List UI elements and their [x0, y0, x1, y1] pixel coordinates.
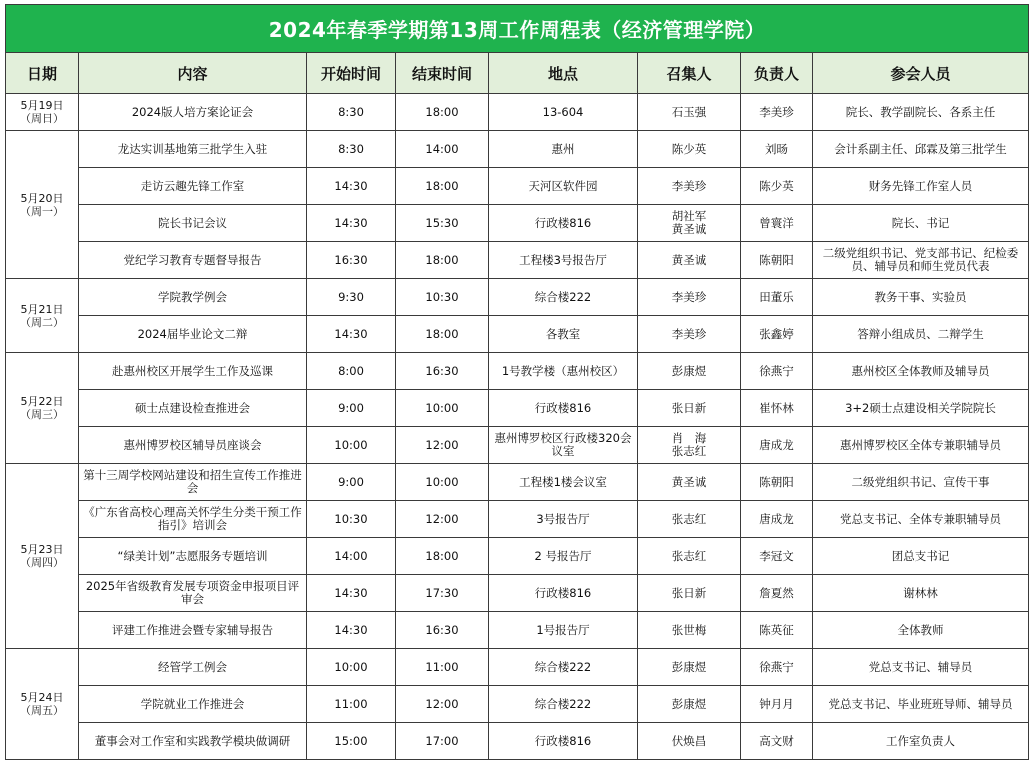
weekday-label: （周日） — [20, 112, 64, 125]
end-time-cell[interactable]: 14:00 — [396, 131, 489, 168]
attendees-cell[interactable]: 党总支书记、辅导员 — [813, 649, 1029, 686]
owner-cell[interactable]: 钟月月 — [741, 686, 813, 723]
end-time-cell[interactable]: 10:30 — [396, 279, 489, 316]
convener-cell[interactable]: 黄圣诚 — [638, 242, 741, 279]
start-time-cell[interactable]: 11:00 — [307, 686, 396, 723]
weekday-label: （周三） — [20, 408, 64, 421]
end-time-cell[interactable]: 16:30 — [396, 612, 489, 649]
convener-cell[interactable]: 肖 海 张志红 — [638, 427, 741, 464]
content-cell[interactable]: 第十三周学校网站建设和招生宣传工作推进会 — [79, 464, 307, 501]
place-cell[interactable]: 行政楼816 — [489, 575, 638, 612]
date-label: 5月23日 — [20, 543, 64, 556]
convener-cell[interactable]: 彭康煜 — [638, 649, 741, 686]
attendees-cell[interactable]: 党总支书记、毕业班班导师、辅导员 — [813, 686, 1029, 723]
start-time-cell[interactable]: 8:30 — [307, 94, 396, 131]
owner-cell[interactable]: 陈英征 — [741, 612, 813, 649]
place-cell[interactable]: 工程楼1楼会议室 — [489, 464, 638, 501]
attendees-cell[interactable]: 院长、教学副院长、各系主任 — [813, 94, 1029, 131]
date-label: 5月22日 — [20, 395, 64, 408]
owner-cell[interactable]: 张鑫婷 — [741, 316, 813, 353]
end-time-cell[interactable]: 18:00 — [396, 316, 489, 353]
content-cell[interactable]: 走访云趣先锋工作室 — [79, 168, 307, 205]
owner-cell[interactable]: 陈朝阳 — [741, 242, 813, 279]
content-cell[interactable]: 党纪学习教育专题督导报告 — [79, 242, 307, 279]
convener-cell[interactable]: 张日新 — [638, 390, 741, 427]
schedule-row — [6, 242, 1029, 279]
attendees-cell[interactable]: 全体教师 — [813, 612, 1029, 649]
content-cell[interactable]: 龙达实训基地第三批学生入驻 — [79, 131, 307, 168]
owner-cell[interactable]: 李美珍 — [741, 94, 813, 131]
start-time-cell[interactable]: 10:00 — [307, 649, 396, 686]
schedule-row — [6, 501, 1029, 538]
weekday-label: （周五） — [20, 704, 64, 717]
place-cell[interactable]: 13-604 — [489, 94, 638, 131]
place-cell[interactable]: 综合楼222 — [489, 279, 638, 316]
header-attendees[interactable]: 参会人员 — [813, 53, 1029, 94]
start-time-cell[interactable]: 14:30 — [307, 612, 396, 649]
start-time-cell[interactable]: 14:30 — [307, 316, 396, 353]
owner-cell[interactable]: 詹夏然 — [741, 575, 813, 612]
place-cell[interactable]: 综合楼222 — [489, 649, 638, 686]
end-time-cell[interactable]: 12:00 — [396, 686, 489, 723]
convener-cell[interactable]: 陈少英 — [638, 131, 741, 168]
place-cell[interactable]: 行政楼816 — [489, 723, 638, 760]
weekday-label: （周二） — [20, 315, 64, 329]
attendees-cell[interactable]: 二级党组织书记、宣传干事 — [813, 464, 1029, 501]
convener-cell[interactable]: 石玉强 — [638, 94, 741, 131]
header-row — [6, 53, 1029, 94]
content-cell[interactable]: 经管学工例会 — [79, 649, 307, 686]
header-start-time[interactable]: 开始时间 — [307, 53, 396, 94]
schedule-row — [6, 649, 1029, 686]
attendees-cell[interactable]: 会计系副主任、邱霖及第三批学生 — [813, 131, 1029, 168]
place-cell[interactable]: 3号报告厅 — [489, 501, 638, 538]
place-cell[interactable]: 行政楼816 — [489, 205, 638, 242]
schedule-sheet — [5, 4, 1028, 764]
schedule-row — [6, 686, 1029, 723]
convener-cell[interactable]: 彭康煜 — [638, 353, 741, 390]
date-label: 5月24日 — [20, 691, 64, 704]
schedule-row — [6, 205, 1029, 242]
convener-cell[interactable]: 胡社军 黄圣诚 — [638, 205, 741, 242]
start-time-cell[interactable]: 9:30 — [307, 279, 396, 316]
start-time-cell[interactable]: 9:00 — [307, 464, 396, 501]
end-time-cell[interactable]: 10:00 — [396, 464, 489, 501]
end-time-cell[interactable]: 18:00 — [396, 168, 489, 205]
header-content[interactable]: 内容 — [79, 53, 307, 94]
end-time-cell[interactable]: 11:00 — [396, 649, 489, 686]
content-cell[interactable]: 惠州博罗校区辅导员座谈会 — [79, 427, 307, 464]
content-cell[interactable]: 赴惠州校区开展学生工作及巡课 — [79, 353, 307, 390]
attendees-cell[interactable]: 谢林林 — [813, 575, 1029, 612]
content-cell[interactable]: 2024届毕业论文二辩 — [79, 316, 307, 353]
schedule-row — [6, 390, 1029, 427]
content-cell[interactable]: 评建工作推进会暨专家辅导报告 — [79, 612, 307, 649]
start-time-cell[interactable]: 8:00 — [307, 353, 396, 390]
schedule-row — [6, 353, 1029, 390]
attendees-cell[interactable]: 惠州博罗校区全体专兼职辅导员 — [813, 427, 1029, 464]
content-cell[interactable]: 硕士点建设检查推进会 — [79, 390, 307, 427]
schedule-row — [6, 131, 1029, 168]
start-time-cell[interactable]: 8:30 — [307, 131, 396, 168]
schedule-row — [6, 575, 1029, 612]
schedule-row — [6, 612, 1029, 649]
attendees-cell[interactable]: 团总支书记 — [813, 538, 1029, 575]
header-convener[interactable]: 召集人 — [638, 53, 741, 94]
place-cell[interactable]: 综合楼222 — [489, 686, 638, 723]
owner-cell[interactable]: 田董乐 — [741, 279, 813, 316]
date-cell[interactable] — [6, 464, 79, 649]
convener-cell[interactable]: 李美珍 — [638, 316, 741, 353]
date-cell[interactable] — [6, 94, 79, 131]
attendees-cell[interactable]: 院长、书记 — [813, 205, 1029, 242]
owner-cell[interactable]: 崔怀林 — [741, 390, 813, 427]
schedule-table — [5, 4, 1029, 760]
start-time-cell[interactable]: 10:00 — [307, 427, 396, 464]
attendees-cell[interactable]: 二级党组织书记、党支部书记、纪检委员、辅导员和师生党员代表 — [813, 242, 1029, 279]
attendees-cell[interactable]: 答辩小组成员、二辩学生 — [813, 316, 1029, 353]
date-cell[interactable] — [6, 279, 79, 353]
owner-cell[interactable]: 曾寰洋 — [741, 205, 813, 242]
start-time-cell[interactable]: 14:30 — [307, 168, 396, 205]
header-place[interactable]: 地点 — [489, 53, 638, 94]
date-label: 5月19日 — [20, 99, 64, 112]
place-cell[interactable]: 天河区软件园 — [489, 168, 638, 205]
end-time-cell[interactable]: 12:00 — [396, 501, 489, 538]
convener-cell[interactable]: 李美珍 — [638, 168, 741, 205]
schedule-row — [6, 723, 1029, 760]
start-time-cell[interactable]: 10:30 — [307, 501, 396, 538]
owner-cell[interactable]: 李冠文 — [741, 538, 813, 575]
place-cell[interactable]: 1号报告厅 — [489, 612, 638, 649]
content-cell[interactable]: 董事会对工作室和实践教学模块做调研 — [79, 723, 307, 760]
end-time-cell[interactable]: 16:30 — [396, 353, 489, 390]
attendees-cell[interactable]: 工作室负责人 — [813, 723, 1029, 760]
content-cell[interactable]: 学院教学例会 — [79, 279, 307, 316]
place-cell[interactable]: 惠州博罗校区行政楼320会议室 — [489, 427, 638, 464]
date-cell[interactable] — [6, 131, 79, 279]
sheet-title[interactable]: 2024年春季学期第13周工作周程表（经济管理学院） — [6, 5, 1029, 53]
place-cell[interactable]: 2 号报告厅 — [489, 538, 638, 575]
attendees-cell[interactable]: 惠州校区全体教师及辅导员 — [813, 353, 1029, 390]
start-time-cell[interactable]: 15:00 — [307, 723, 396, 760]
date-label: 5月21日 — [20, 302, 64, 316]
owner-cell[interactable]: 高文财 — [741, 723, 813, 760]
convener-cell[interactable]: 彭康煜 — [638, 686, 741, 723]
schedule-row — [6, 94, 1029, 131]
schedule-row — [6, 464, 1029, 501]
weekday-label: （周一） — [20, 204, 64, 218]
end-time-cell[interactable]: 15:30 — [396, 205, 489, 242]
end-time-cell[interactable]: 12:00 — [396, 427, 489, 464]
content-cell[interactable]: 学院就业工作推进会 — [79, 686, 307, 723]
place-cell[interactable]: 1号教学楼（惠州校区） — [489, 353, 638, 390]
schedule-row — [6, 279, 1029, 316]
end-time-cell[interactable]: 10:00 — [396, 390, 489, 427]
title-row — [6, 5, 1029, 53]
place-cell[interactable]: 各教室 — [489, 316, 638, 353]
end-time-cell[interactable]: 17:00 — [396, 723, 489, 760]
owner-cell[interactable]: 徐燕宁 — [741, 353, 813, 390]
convener-cell[interactable]: 李美珍 — [638, 279, 741, 316]
start-time-cell[interactable]: 14:00 — [307, 538, 396, 575]
schedule-row — [6, 316, 1029, 353]
date-label: 5月20日 — [20, 191, 64, 205]
start-time-cell[interactable]: 9:00 — [307, 390, 396, 427]
start-time-cell[interactable]: 14:30 — [307, 575, 396, 612]
start-time-cell[interactable]: 16:30 — [307, 242, 396, 279]
place-cell[interactable]: 惠州 — [489, 131, 638, 168]
content-cell[interactable]: 2024版人培方案论证会 — [79, 94, 307, 131]
owner-cell[interactable]: 陈少英 — [741, 168, 813, 205]
content-cell[interactable]: 《广东省高校心理高关怀学生分类干预工作指引》培训会 — [79, 501, 307, 538]
weekday-label: （周四） — [20, 556, 64, 569]
date-cell[interactable] — [6, 649, 79, 760]
convener-cell[interactable]: 黄圣诚 — [638, 464, 741, 501]
end-time-cell[interactable]: 17:30 — [396, 575, 489, 612]
attendees-cell[interactable]: 党总支书记、全体专兼职辅导员 — [813, 501, 1029, 538]
end-time-cell[interactable]: 18:00 — [396, 538, 489, 575]
header-owner[interactable]: 负责人 — [741, 53, 813, 94]
convener-cell[interactable]: 张日新 — [638, 575, 741, 612]
start-time-cell[interactable]: 14:30 — [307, 205, 396, 242]
schedule-row — [6, 427, 1029, 464]
convener-cell[interactable]: 张世梅 — [638, 612, 741, 649]
owner-cell[interactable]: 唐成龙 — [741, 427, 813, 464]
owner-cell[interactable]: 陈朝阳 — [741, 464, 813, 501]
end-time-cell[interactable]: 18:00 — [396, 242, 489, 279]
convener-cell[interactable]: 张志红 — [638, 501, 741, 538]
convener-cell[interactable]: 张志红 — [638, 538, 741, 575]
place-cell[interactable]: 行政楼816 — [489, 390, 638, 427]
owner-cell[interactable]: 刘旸 — [741, 131, 813, 168]
schedule-row — [6, 168, 1029, 205]
attendees-cell[interactable]: 财务先锋工作室人员 — [813, 168, 1029, 205]
convener-cell[interactable]: 伏焕昌 — [638, 723, 741, 760]
header-date[interactable]: 日期 — [6, 53, 79, 94]
header-end-time[interactable]: 结束时间 — [396, 53, 489, 94]
place-cell[interactable]: 工程楼3号报告厅 — [489, 242, 638, 279]
owner-cell[interactable]: 徐燕宁 — [741, 649, 813, 686]
date-cell[interactable] — [6, 353, 79, 464]
end-time-cell[interactable]: 18:00 — [396, 94, 489, 131]
owner-cell[interactable]: 唐成龙 — [741, 501, 813, 538]
attendees-cell[interactable]: 教务干事、实验员 — [813, 279, 1029, 316]
content-cell[interactable]: “绿美计划”志愿服务专题培训 — [79, 538, 307, 575]
schedule-row — [6, 538, 1029, 575]
content-cell[interactable]: 2025年省级教育发展专项资金申报项目评审会 — [79, 575, 307, 612]
attendees-cell[interactable]: 3+2硕士点建设相关学院院长 — [813, 390, 1029, 427]
content-cell[interactable]: 院长书记会议 — [79, 205, 307, 242]
